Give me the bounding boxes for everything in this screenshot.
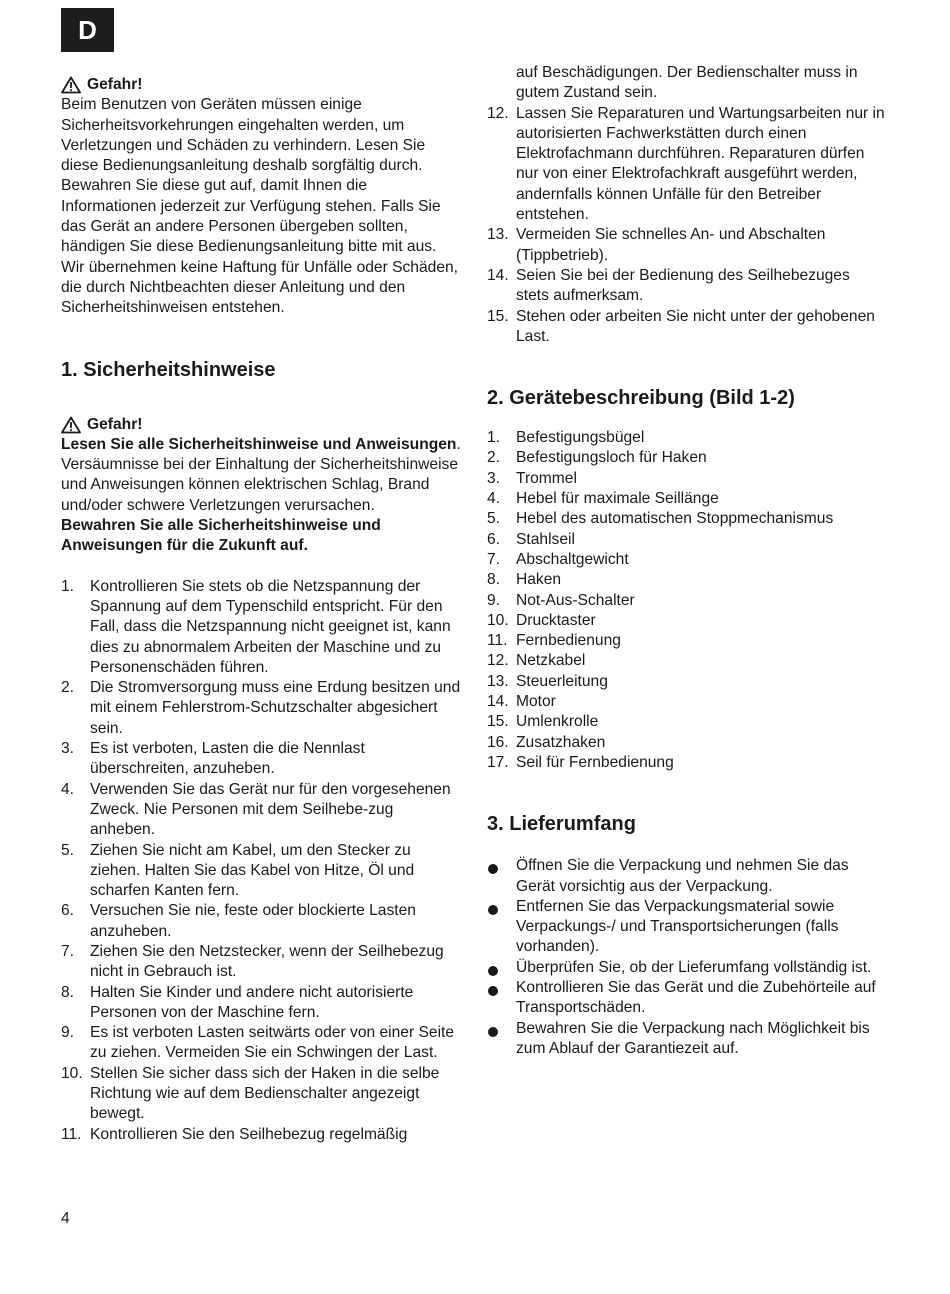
list-item-number: 2. xyxy=(487,449,501,467)
list-item-number: 1. xyxy=(487,429,501,447)
list-item-number: 9. xyxy=(487,591,501,609)
list-item xyxy=(487,651,887,671)
safety-list-continued xyxy=(487,63,887,347)
list-item-text: Hebel für maximale Seillänge xyxy=(516,490,719,508)
list-item-text: Es ist verboten, Lasten die die Nennlast überschreiten, anzuheben. xyxy=(90,740,365,778)
list-item-text: Seil für Fernbedienung xyxy=(516,753,674,771)
list-item-text: Zusatzhaken xyxy=(516,733,606,751)
list-item-number: 15. xyxy=(487,307,509,325)
list-item-number: 5. xyxy=(61,841,75,859)
bullet-item-text: Überprüfen Sie, ob der Lieferumfang vollständig ist. xyxy=(516,958,872,976)
list-item-text: Steuerleitung xyxy=(516,672,608,690)
bullet-item xyxy=(487,1019,887,1060)
list-item-number: 13. xyxy=(487,672,509,690)
list-item xyxy=(487,591,887,611)
list-item-text: Fernbedienung xyxy=(516,632,621,650)
list-item xyxy=(487,570,887,590)
list-item xyxy=(61,739,461,780)
warning-triangle-icon xyxy=(61,416,81,434)
list-item-number: 11. xyxy=(487,632,508,650)
list-item-number: 7. xyxy=(487,550,501,568)
list-item-text: Halten Sie Kinder und andere nicht autorisierte Personen von der Maschine fern. xyxy=(90,983,414,1021)
list-item xyxy=(487,611,887,631)
parts-list xyxy=(487,428,887,773)
list-item-text: Kontrollieren Sie stets ob die Netzspannung der Spannung auf dem Typenschild entspricht. Für den Fall, dass die Netzspannung nicht geeignet ist, kann dies zu abnormalem Arbeiten der Maschine und zu Personenschäden führen. xyxy=(90,577,451,676)
bullet-item xyxy=(487,856,887,897)
list-item-text: Vermeiden Sie schnelles An- und Abschalten (Tippbetrieb). xyxy=(516,226,826,264)
page-number: 4 xyxy=(61,1210,70,1227)
list-item xyxy=(61,780,461,841)
list-item xyxy=(487,530,887,550)
list-item-number: 14. xyxy=(487,693,509,711)
list-item xyxy=(487,753,887,773)
list-item-number: 3. xyxy=(487,469,501,487)
list-item xyxy=(487,712,887,732)
list-item xyxy=(487,104,887,226)
list-item-number: 12. xyxy=(487,652,509,670)
list-item-text: Abschaltgewicht xyxy=(516,550,629,568)
list-item xyxy=(61,1023,461,1064)
section1-bold-lead: Lesen Sie alle Sicherheitshinweise und Anweisungen xyxy=(61,435,457,453)
list-item-text: Hebel des automatischen Stoppmechanismus xyxy=(516,510,834,528)
safety-list xyxy=(61,577,461,1145)
list-item-text: Haken xyxy=(516,571,562,589)
list-item-text: Befestigungsloch für Haken xyxy=(516,449,707,467)
bullet-dot-icon xyxy=(487,1019,516,1060)
list-item-number: 4. xyxy=(61,780,75,798)
list-item-number: 8. xyxy=(61,983,75,1001)
list-item xyxy=(487,63,887,104)
bullet-item xyxy=(487,897,887,958)
list-item-number: 6. xyxy=(487,530,501,548)
list-item-text: Die Stromversorgung muss eine Erdung besitzen und mit einem Fehlerstrom-Schutzschalter abgesichert sein. xyxy=(90,679,461,737)
list-item-text: Motor xyxy=(516,693,556,711)
list-item-number: 9. xyxy=(61,1024,75,1042)
list-item-text: Not-Aus-Schalter xyxy=(516,591,635,609)
section1-warning-title: Gefahr! xyxy=(87,415,143,433)
list-item xyxy=(487,489,887,509)
list-item-number: 12. xyxy=(487,104,509,122)
list-item-number xyxy=(487,63,516,104)
list-item xyxy=(61,1125,461,1145)
list-item-number: 14. xyxy=(487,266,509,284)
list-item-number: 10. xyxy=(61,1064,83,1082)
list-item-number: 7. xyxy=(61,942,75,960)
list-item-text: Ziehen Sie nicht am Kabel, um den Stecker zu ziehen. Halten Sie das Kabel von Hitze, Öl und scharfen Kanten fern. xyxy=(90,841,415,900)
bullet-dot-icon xyxy=(487,958,516,978)
bullet-item xyxy=(487,978,887,1019)
list-item-text: Versuchen Sie nie, feste oder blockierte Lasten anzuheben. xyxy=(90,902,416,940)
bullet-item xyxy=(487,958,887,978)
list-item-text: Trommel xyxy=(516,469,577,487)
list-item-number: 16. xyxy=(487,733,509,751)
list-item-text: Drucktaster xyxy=(516,611,596,629)
bullet-item-text: Kontrollieren Sie das Gerät und die Zubehörteile auf Transportschäden. xyxy=(516,978,876,1017)
list-item-text: Es ist verboten Lasten seitwärts oder von einer Seite zu ziehen. Vermeiden Sie ein Schwingen der Last. xyxy=(90,1024,455,1062)
list-item xyxy=(487,631,887,651)
intro-warning-heading xyxy=(61,75,461,95)
list-item-text: Befestigungsbügel xyxy=(516,429,645,447)
list-item xyxy=(61,577,461,678)
list-item-number: 6. xyxy=(61,902,75,920)
list-item-text: Stahlseil xyxy=(516,530,575,548)
intro-paragraph: Beim Benutzen von Geräten müssen einige Sicherheitsvorkehrungen eingehalten werden, um Verletzungen und Schäden zu verhindern. Lesen Sie diese Bedienungsanleitung deshalb sorgfältig durch. Bewahren Sie diese gut auf, damit Ihnen die Informationen jederzeit zur Verfügung stehen. Falls Sie das Gerät an andere Personen übergeben sollten, händigen Sie diese Bedienungsanleitung bitte mit aus. Wir übernehmen keine Haftung für Unfälle oder Schäden, die durch Nichtbeachten dieser Anleitung und den Sicherheitshinweisen entstehen. xyxy=(61,96,459,317)
list-item xyxy=(487,448,887,468)
list-item-text: Stehen oder arbeiten Sie nicht unter der gehobenen Last. xyxy=(516,307,875,345)
section3-title: 3. Lieferumfang xyxy=(487,813,636,836)
list-item xyxy=(487,225,887,266)
list-item-text: Lassen Sie Reparaturen und Wartungsarbeiten nur in autorisierten Fachwerkstätten durch einen Elektrofachmann durchführen. Reparaturen dürfen nur von einer Elektrofachkraft ausgeführt werden, andernfalls können Unfälle für den Betreiber entstehen. xyxy=(516,104,885,224)
bullet-dot-icon xyxy=(487,856,516,897)
list-item-text: Stellen Sie sicher dass sich der Haken in die selbe Richtung wie auf dem Bedienschalter angezeigt bewegt. xyxy=(90,1064,440,1123)
list-item-number: 10. xyxy=(487,611,509,629)
section1-lead-paragraph xyxy=(61,435,461,516)
section1-title: 1. Sicherheitshinweise xyxy=(61,358,276,381)
list-item-number: 11. xyxy=(61,1125,82,1143)
list-item-number: 1. xyxy=(61,577,75,595)
list-item xyxy=(487,266,887,307)
list-item xyxy=(487,307,887,348)
section1-keep-instructions: Bewahren Sie alle Sicherheitshinweise und Anweisungen für die Zukunft auf. xyxy=(61,517,381,555)
left-column xyxy=(61,75,461,1145)
list-item xyxy=(487,733,887,753)
list-item xyxy=(61,1064,461,1125)
bullet-dot-icon xyxy=(487,897,516,958)
language-badge: D xyxy=(61,8,114,52)
intro-warning-title: Gefahr! xyxy=(87,76,143,93)
list-item xyxy=(487,428,887,448)
list-item-number: 17. xyxy=(487,753,509,771)
bullet-item-text: Öffnen Sie die Verpackung und nehmen Sie das Gerät vorsichtig aus der Verpackung. xyxy=(516,857,849,895)
list-item-number: 2. xyxy=(61,679,75,697)
list-item-text: Seien Sie bei der Bedienung des Seilhebezuges stets aufmerksam. xyxy=(516,266,850,305)
list-item-number: 15. xyxy=(487,713,509,731)
warning-triangle-icon xyxy=(61,76,81,94)
list-item xyxy=(61,942,461,983)
list-item-number: 5. xyxy=(487,510,501,528)
bullet-dot-icon xyxy=(487,978,516,1019)
list-item-text: Umlenkrolle xyxy=(516,713,599,731)
list-item xyxy=(487,550,887,570)
list-item-text: Verwenden Sie das Gerät nur für den vorgesehenen Zweck. Nie Personen mit dem Seilhebe-zug anheben. xyxy=(90,780,451,839)
list-item xyxy=(61,678,461,739)
list-item-text: Kontrollieren Sie den Seilhebezug regelmäßig xyxy=(90,1125,408,1143)
list-item-text: auf Beschädigungen. Der Bedienschalter muss in gutem Zustand sein. xyxy=(516,64,858,102)
list-item-text: Ziehen Sie den Netzstecker, wenn der Seilhebezug nicht in Gebrauch ist. xyxy=(90,942,444,981)
right-column xyxy=(487,63,887,1059)
delivery-list xyxy=(487,856,887,1059)
list-item-number: 4. xyxy=(487,490,501,508)
section1-warning-heading xyxy=(61,415,461,435)
bullet-item-text: Entfernen Sie das Verpackungsmaterial sowie Verpackungs-/ und Transportsicherungen (falls vorhanden). xyxy=(516,897,839,956)
section1-lead-rest: . Versäumnisse bei der Einhaltung der Sicherheitshinweise und Anweisungen können elektrischen Schlag, Brand und/oder schwere Verletzungen verursachen. xyxy=(61,435,461,514)
list-item xyxy=(487,692,887,712)
list-item-text: Netzkabel xyxy=(516,652,586,670)
list-item-number: 13. xyxy=(487,226,509,244)
bullet-item-text: Bewahren Sie die Verpackung nach Möglichkeit bis zum Ablauf der Garantiezeit auf. xyxy=(516,1019,870,1057)
list-item xyxy=(61,841,461,902)
list-item xyxy=(487,672,887,692)
list-item xyxy=(487,469,887,489)
list-item-number: 3. xyxy=(61,740,75,758)
list-item xyxy=(61,983,461,1024)
list-item xyxy=(61,901,461,942)
list-item-number: 8. xyxy=(487,571,501,589)
list-item xyxy=(487,509,887,529)
section2-title: 2. Gerätebeschreibung (Bild 1-2) xyxy=(487,387,795,410)
